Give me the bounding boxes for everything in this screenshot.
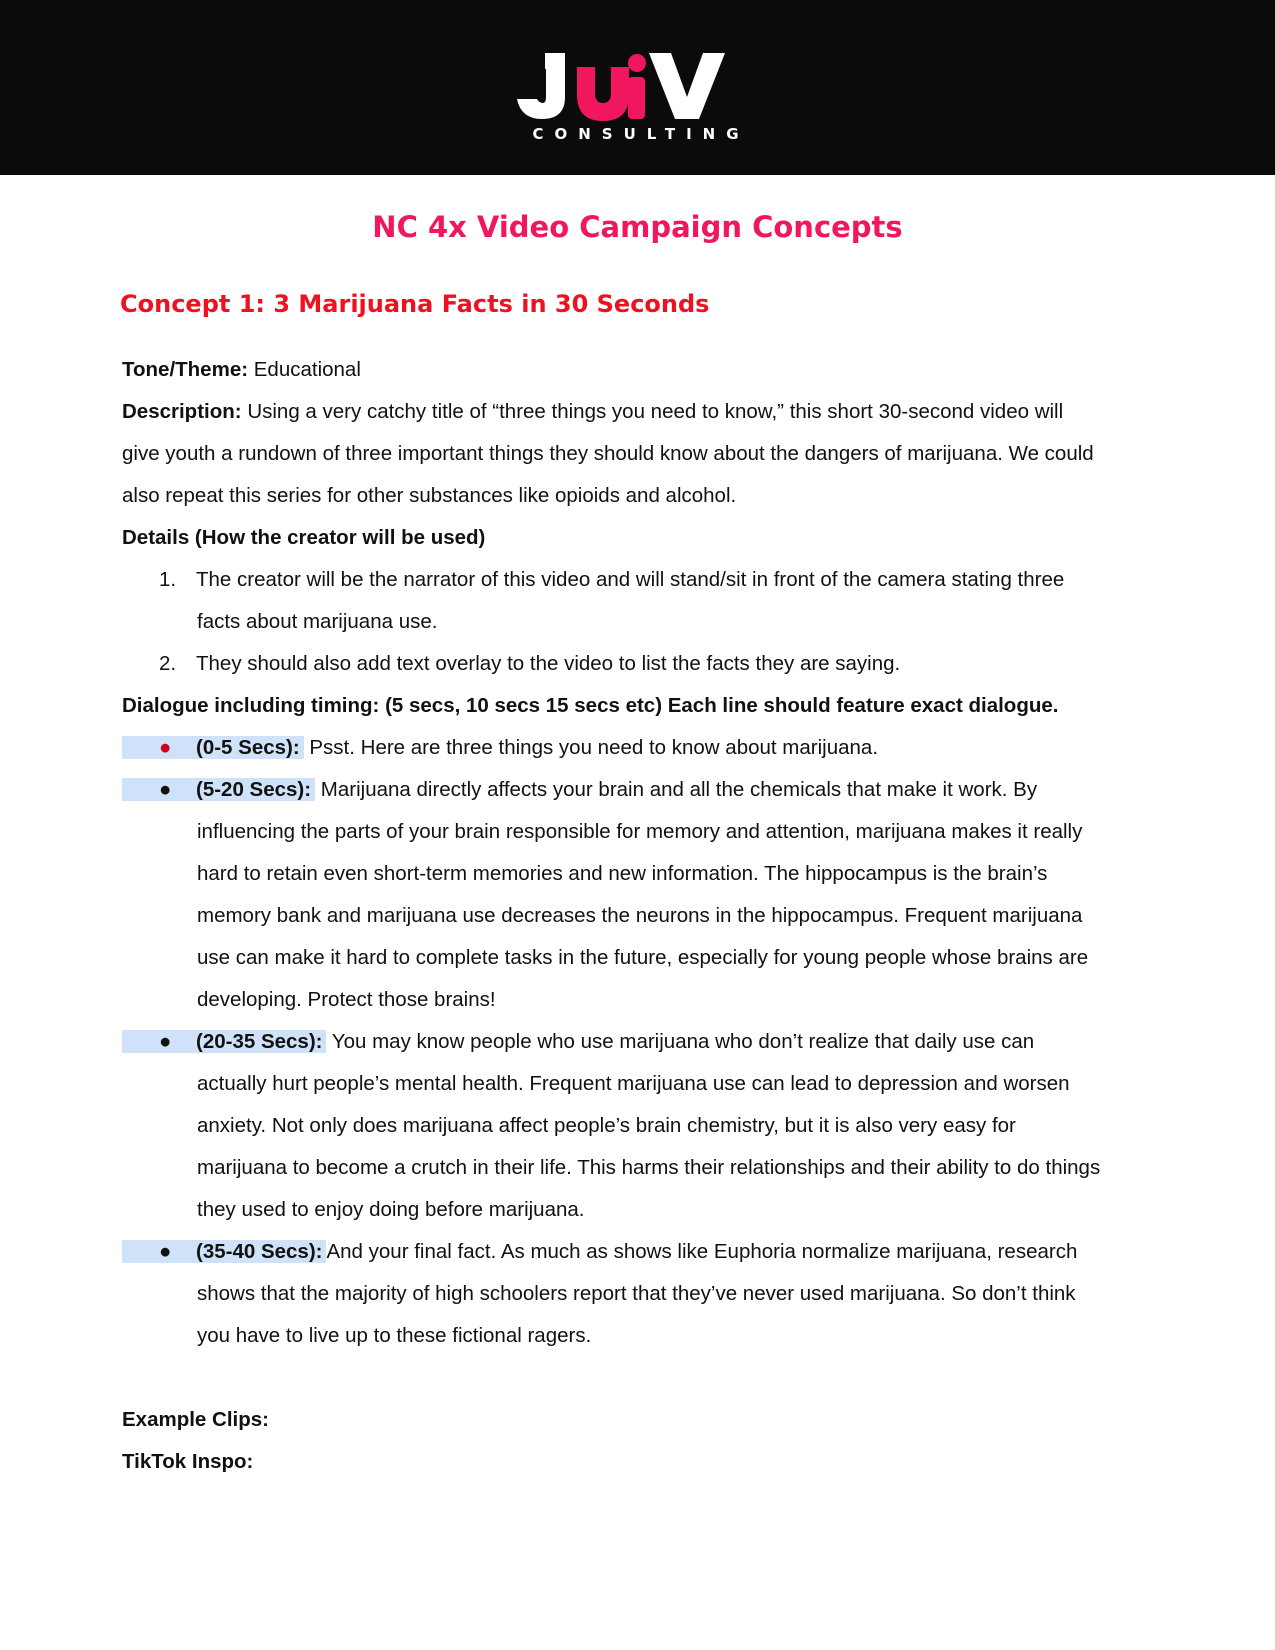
list-text: The creator will be the narrator of this video and will stand/sit in front of the camera stating three (196, 568, 1065, 591)
bullet-icon: ● (159, 1030, 172, 1053)
dialogue-item-1 (122, 727, 1202, 769)
tiktok-inspo-label: TikTok Inspo: (122, 1450, 254, 1473)
bullet-icon: ● (159, 778, 172, 801)
dialogue-text-continued: you have to live up to these fictional ragers. (197, 1324, 592, 1347)
dialogue-text-continued: marijuana to become a crutch in their life. This harms their relationships and their ability to do things (197, 1156, 1101, 1179)
dialogue-text-continued: hard to retain even short-term memories and new information. The hippocampus is the brain’s (197, 862, 1048, 885)
dialogue-text-continued: influencing the parts of your brain responsible for memory and attention, marijuana makes it really (197, 820, 1083, 843)
bullet-icon: ● (159, 736, 172, 759)
description-text: Using a very catchy title of “three things you need to know,” this short 30-second video will (247, 400, 1064, 423)
document-title: NC 4x Video Campaign Concepts (372, 210, 903, 244)
details-item-1 (122, 559, 1202, 601)
details-heading: Details (How the creator will be used) (122, 526, 486, 549)
dialogue-text-continued: anxiety. Not only does marijuana affect people’s brain chemistry, but it is also very easy for (197, 1114, 1016, 1137)
document-body (122, 349, 1202, 1483)
dialogue-item-2 (122, 769, 1202, 811)
dialogue-item-3 (122, 1021, 1202, 1063)
juv-logo-mark (515, 45, 755, 125)
concept-title: Concept 1: 3 Marijuana Facts in 30 Seconds (120, 290, 710, 318)
dialogue-text: You may know people who use marijuana who don’t realize that daily use can (326, 1030, 1035, 1053)
timing-label: (5-20 Secs): (196, 778, 312, 801)
company-logo (515, 45, 765, 145)
timing-label: (20-35 Secs): (196, 1030, 323, 1053)
dialogue-text: Psst. Here are three things you need to know about marijuana. (303, 736, 879, 759)
dialogue-text: Marijuana directly affects your brain and all the chemicals that make it work. By (315, 778, 1038, 801)
tone-value: Educational (253, 358, 361, 381)
example-clips-label: Example Clips: (122, 1408, 269, 1431)
tone-line (122, 349, 1202, 391)
timing-label: (35-40 Secs): (196, 1240, 323, 1263)
description-line-1 (122, 391, 1202, 433)
logo-subtitle: CONSULTING (532, 125, 750, 143)
dialogue-text-continued: use can make it hard to complete tasks in the future, especially for young people whose brains are (197, 946, 1089, 969)
list-text: They should also add text overlay to the video to list the facts they are saying. (196, 652, 901, 675)
dialogue-text-continued: shows that the majority of high schoolers report that they’ve never used marijuana. So don’t think (197, 1282, 1076, 1305)
tone-label: Tone/Theme: (122, 358, 249, 381)
list-number: 2. (159, 652, 177, 675)
header-banner (0, 0, 1275, 175)
dialogue-text-continued: they used to enjoy doing before marijuana. (197, 1198, 585, 1221)
bullet-icon: ● (159, 1240, 172, 1263)
timing-label: (0-5 Secs): (196, 736, 300, 759)
spacer (122, 1357, 1202, 1399)
dialogue-text-continued: actually hurt people’s mental health. Frequent marijuana use can lead to depression and worsen (197, 1072, 1070, 1095)
description-line-2: give youth a rundown of three important things they should know about the dangers of marijuana. We could (122, 442, 1094, 465)
list-number: 1. (159, 568, 177, 591)
dialogue-text-continued: developing. Protect those brains! (197, 988, 496, 1011)
dialogue-heading: Dialogue including timing: (5 secs, 10 secs 15 secs etc) Each line should feature exact dialogue. (122, 694, 1059, 717)
description-line-3: also repeat this series for other substances like opioids and alcohol. (122, 484, 737, 507)
details-item-2 (122, 643, 1202, 685)
dialogue-text-continued: memory bank and marijuana use decreases the neurons in the hippocampus. Frequent marijuana (197, 904, 1083, 927)
dialogue-text: And your final fact. As much as shows like Euphoria normalize marijuana, research (326, 1240, 1078, 1263)
dialogue-item-4 (122, 1231, 1202, 1273)
list-text-continued: facts about marijuana use. (197, 610, 438, 633)
description-label: Description: (122, 400, 242, 423)
